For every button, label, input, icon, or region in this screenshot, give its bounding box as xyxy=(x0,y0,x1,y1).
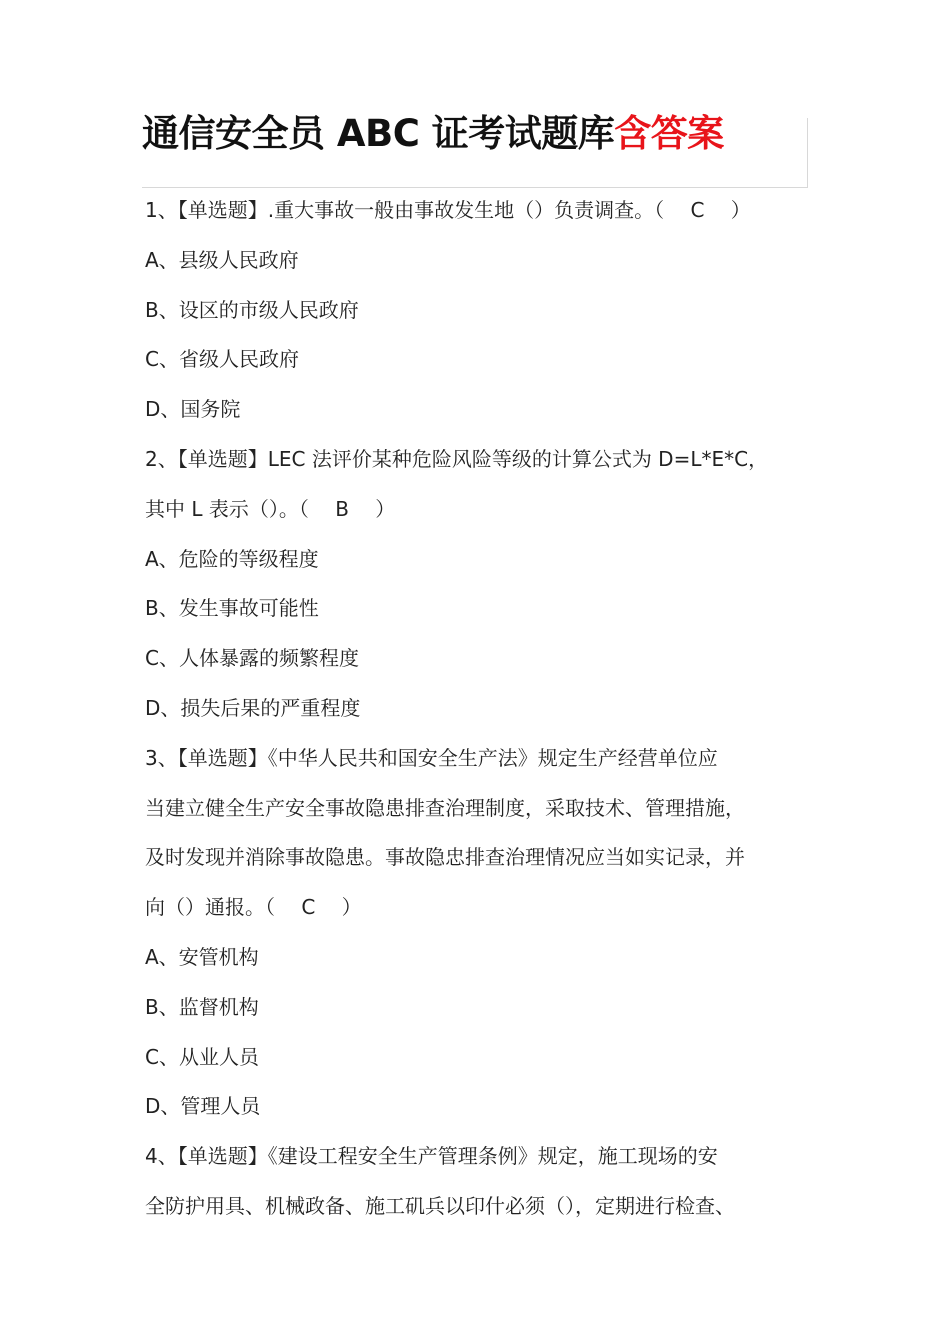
question-4-stem-continued: 全防护用具、机械政备、施工矶兵以印什必须（），定期进行检查、 xyxy=(145,1193,735,1218)
title-main-text: 通信安全员 ABC 证考试题库 xyxy=(142,112,615,155)
question-3-option-b: B、监督机构 xyxy=(145,994,259,1019)
question-2-option-b: B、发生事故可能性 xyxy=(145,596,319,621)
question-3-option-c: C、从业人员 xyxy=(145,1044,259,1069)
question-4-stem: 4、【单选题】《建设工程安全生产管理条例》规定，施工现场的安 xyxy=(145,1144,718,1169)
question-1-option-d: D、国务院 xyxy=(145,397,241,422)
question-3-option-a: A、安管机构 xyxy=(145,944,259,969)
question-2-option-d: D、损失后果的严重程度 xyxy=(145,695,361,720)
question-3-stem-continued: 当建立健全生产安全事故隐患排查治理制度，采取技术、管理措施， xyxy=(145,795,745,820)
question-1-option-c: C、省级人民政府 xyxy=(145,347,299,372)
question-3-stem: 3、【单选题】《中华人民共和国安全生产法》规定生产经营单位应 xyxy=(145,745,718,770)
question-list xyxy=(145,186,810,1232)
question-1-stem: 1、【单选题】.重大事故一般由事故发生地（）负责调查。（ C ） xyxy=(145,198,751,222)
title-frame xyxy=(142,112,808,188)
question-1-option-a: A、县级人民政府 xyxy=(145,247,299,272)
question-2-stem: 2、【单选题】LEC 法评价某种危险风险等级的计算公式为 D=L*E*C， xyxy=(145,446,769,471)
question-1-option-b: B、设区的市级人民政府 xyxy=(145,297,359,322)
question-3-stem-continued: 及时发现并消除事故隐患。事故隐忠排查治理情况应当如实记录，并 xyxy=(145,845,745,870)
document-title xyxy=(142,104,724,164)
question-3-option-d: D、管理人员 xyxy=(145,1094,261,1119)
title-accent-text: 含答案 xyxy=(614,112,724,155)
question-2-stem-continued: 其中 L 表示（）。（ B ） xyxy=(145,496,396,521)
question-3-stem-continued: 向（）通报。（ C ） xyxy=(145,895,362,920)
question-2-option-a: A、危险的等级程度 xyxy=(145,546,319,571)
question-2-option-c: C、人体暴露的频繁程度 xyxy=(145,646,359,671)
